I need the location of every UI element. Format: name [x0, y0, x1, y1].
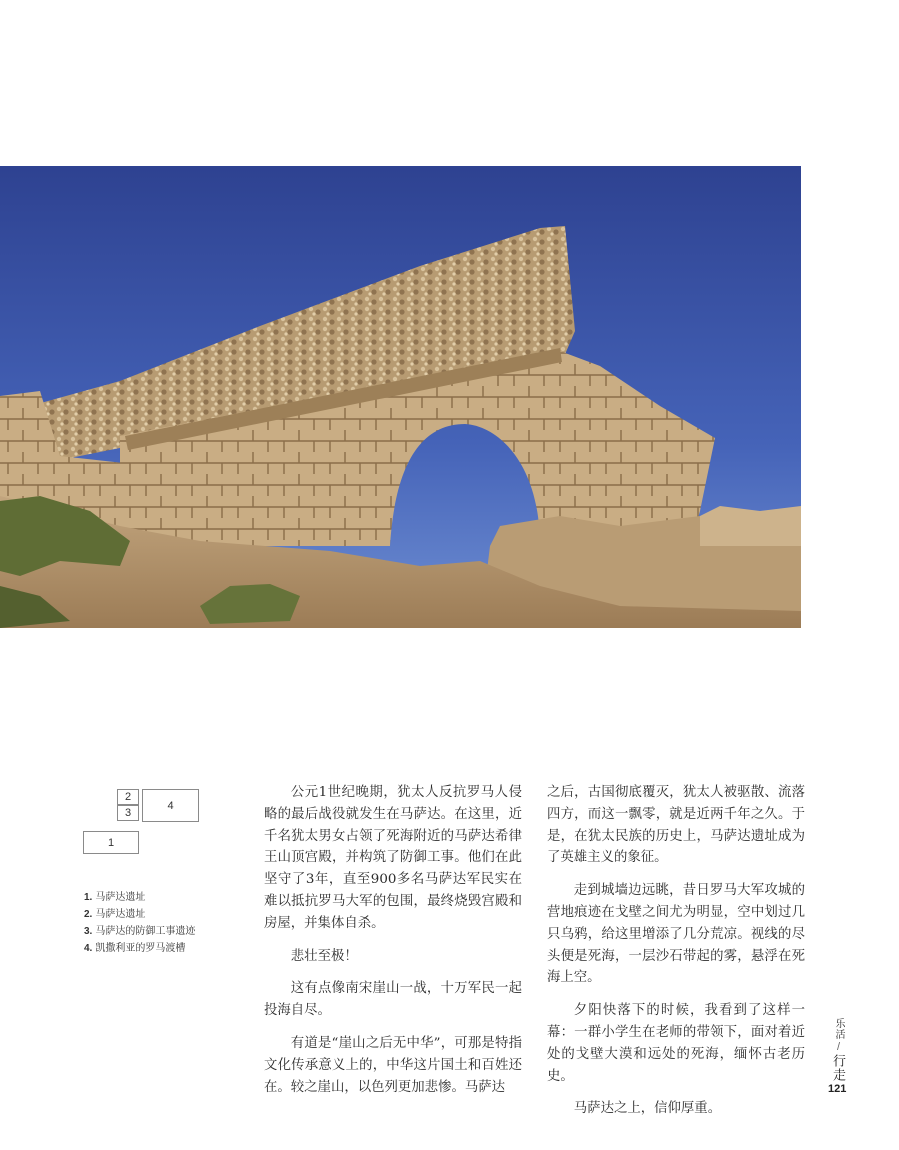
caption-number: 3.: [84, 926, 93, 937]
caption-number: 4.: [84, 943, 93, 954]
paragraph: 有道是“崖山之后无中华”，可那是特指文化传承意义上的，中华这片国土和百姓还在。较之崖山，以色列更加悲惨。马萨达: [264, 1035, 522, 1095]
caption-number: 1.: [84, 892, 93, 903]
layout-box-3: 3: [117, 805, 139, 821]
paragraph: 这有点像南宋崖山一战，十万军民一起投海自尽。: [264, 981, 522, 1019]
section-slash: /: [836, 1041, 841, 1053]
paragraph: 走到城墙边远眺，昔日罗马大军攻城的营地痕迹在戈壁之间尤为明显，空中划过几只乌鸦，给这里增添了几分荒凉。视线的尽头便是死海，一层沙石带起的雾，悬浮在死海上空。: [547, 883, 805, 986]
article-column-1: [264, 782, 522, 1109]
layout-box-1: 1: [83, 831, 139, 854]
caption-item: [84, 889, 195, 906]
layout-box-2: 2: [117, 789, 139, 805]
page-number: 121: [828, 1083, 847, 1095]
caption-text: 马萨达遗址: [95, 892, 146, 903]
caption-item: [84, 940, 195, 957]
paragraph: 马萨达之上，信仰厚重。: [573, 1101, 722, 1117]
photo-captions: [84, 889, 195, 957]
article-column-2: [547, 782, 805, 1131]
caption-item: [84, 906, 195, 923]
caption-text: 马萨达遗址: [95, 909, 146, 920]
paragraph: 夕阳快落下的时候，我看到了这样一幕：一群小学生在老师的带领下，面对着近处的戈壁大漠和远处的死海，缅怀古老历史。: [547, 1003, 805, 1084]
aqueduct-photo: [0, 166, 801, 628]
paragraph: 悲壮至极！: [290, 948, 358, 964]
caption-text: 凯撒利亚的罗马渡槽: [95, 943, 186, 954]
paragraph-continued: 之后，古国彻底覆灭，犹太人被驱散、流落四方，而这一飘零，就是近两千年之久。于是，在犹太民族的历史上，马萨达遗址成为了英雄主义的象征。: [547, 785, 805, 866]
caption-number: 2.: [84, 909, 93, 920]
layout-box-4: 4: [142, 789, 199, 822]
caption-text: 马萨达的防御工事遗迹: [95, 926, 196, 937]
paragraph: 公元1世纪晚期，犹太人反抗罗马人侵略的最后战役就发生在马萨达。在这里，近千名犹太男女占领了死海附近的马萨达希律王山顶宫殿，并构筑了防御工事。他们在此坚守了3年，直至900多名马萨达军民实在难以抵抗罗马大军的包围，最终烧毁宫殿和房屋，并集体自杀。: [264, 785, 522, 931]
caption-item: [84, 923, 195, 940]
section-large: 行走: [831, 1054, 846, 1082]
section-small: 乐活: [833, 1018, 844, 1040]
section-label: [829, 1018, 848, 1082]
